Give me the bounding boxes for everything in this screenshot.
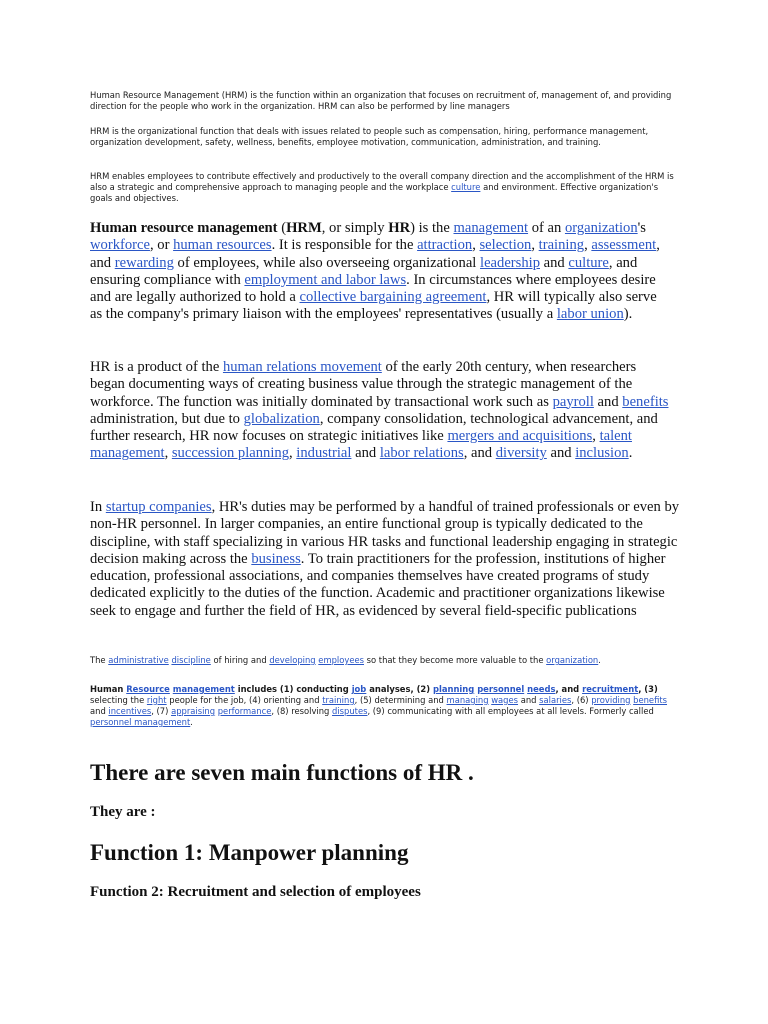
paragraph-text: , HR will typically also serve as the company's primary liaison with the employees' representatives (usually a [90,289,657,323]
inline-link[interactable]: human relations movement [222,359,382,375]
inline-link[interactable]: salaries [539,695,572,705]
inline-link[interactable]: personnel [477,684,525,694]
paragraph-text: , (8) resolving [271,706,333,716]
paragraph-text: HRM is the organizational function that deals with issues related to people such as compensation, hiring, performance management, organization development, safety, wellness, benefits, employee motivation, communication, administration, and training. [90,126,649,147]
inline-link[interactable]: recruitment [582,684,639,694]
paragraph-text: people for the job, (4) orienting and [166,695,323,705]
bold-text: , and [555,684,583,694]
inline-link[interactable]: globalization [243,410,320,427]
paragraph-text: . [190,717,193,727]
inline-link[interactable]: business [251,550,301,567]
paragraph-text: . To train practitioners for the profession, institutions of higher education, professional associations, and companies themselves have created programs of study dedicated explicitly to the duties of the function. Academic and practitioner organizations likewise seek to engage and further the field of HR, as evidenced by several field-specific publications [90,550,666,619]
inline-link[interactable]: collective bargaining agreement [299,289,487,306]
paragraph-text: , [592,428,600,445]
body-paragraph [90,359,672,463]
paragraph-text: of an [528,220,565,236]
intro-paragraph [90,126,680,148]
inline-link[interactable]: rewarding [114,254,174,271]
inline-link[interactable]: management [453,220,529,236]
function-2-heading: Function 2: Recruitment and selection of employees [90,884,421,900]
definition-paragraph [90,684,680,728]
paragraph-text: of employees, while also overseeing organizational [173,254,481,271]
inline-link[interactable]: employees [318,655,364,665]
bold-text: analyses, (2) [366,684,433,694]
inline-link[interactable]: job [351,684,367,694]
inline-link[interactable]: wages [491,695,519,705]
paragraph-text: , [531,237,539,254]
paragraph-text: administration, but due to [90,410,244,427]
inline-link[interactable]: managing [446,695,489,705]
bold-text: , (3) [638,684,658,694]
function-1-heading: Function 1: Manpower planning [90,840,409,865]
paragraph-text: The [90,655,109,665]
body-paragraph [90,220,672,324]
paragraph-text: HR is a product of the [90,359,223,375]
inline-link[interactable]: attraction [417,237,473,254]
paragraph-text: of the early 20th century, when researchers began documenting ways of creating business value through the strategic management of the workforce. The function was initially dominated by transactional work such as [90,359,637,410]
inline-link[interactable]: performance [217,706,272,716]
inline-link[interactable]: Resource [126,684,170,694]
bold-text: Human resource management [90,220,278,236]
paragraph-text: selecting the [90,695,147,705]
bold-text: Human [90,684,127,694]
paragraph-text: and [518,695,540,705]
inline-link[interactable]: developing [269,655,316,665]
inline-link[interactable]: benefits [633,695,668,705]
inline-link[interactable]: payroll [552,393,594,410]
inline-link[interactable]: culture [451,182,481,192]
inline-link[interactable]: needs [527,684,556,694]
inline-link[interactable]: discipline [171,655,211,665]
bold-text: includes (1) conducting [234,684,352,694]
inline-link[interactable]: startup companies [105,499,212,515]
definition-paragraph [90,655,680,666]
paragraph-text: and [540,254,569,271]
bold-text: HR [388,220,411,236]
inline-link[interactable]: selection [479,237,532,254]
paragraph-text: , or [149,237,174,254]
inline-link[interactable]: administrative [108,655,169,665]
inline-link[interactable]: organization [564,220,638,236]
paragraph-text: , [584,237,592,254]
paragraph-text: and environment. Effective organization's goals and objectives. [90,182,659,203]
paragraph-text: ) is the [410,220,454,236]
body-paragraph [90,499,680,620]
inline-link[interactable]: planning [432,684,475,694]
paragraph-text: and [546,445,576,462]
inline-link[interactable]: appraising [171,706,216,716]
paragraph-text: , (6) [571,695,592,705]
inline-link[interactable]: industrial [296,445,352,462]
paragraph-text: , and [463,445,496,462]
inline-link[interactable]: human resources [173,237,272,254]
paragraph-text: , (9) communicating with all employees at all levels. Formerly called [367,706,654,716]
paragraph-text: , company consolidation, technological advancement, and further research, HR now focuses on strategic initiatives like [90,410,658,445]
paragraph-text: Human Resource Management (HRM) is the function within an organization that focuses on recruitment of, management of, and providing direction for the people who work in the organization. HRM can also be performed by line managers [90,90,672,111]
inline-link[interactable]: diversity [495,445,547,462]
paragraph-text: , [289,445,297,462]
inline-link[interactable]: leadership [480,254,540,271]
intro-paragraph [90,90,672,112]
inline-link[interactable]: culture [568,254,609,271]
inline-link[interactable]: labor relations [379,445,464,462]
inline-link[interactable]: labor union [556,306,624,323]
inline-link[interactable]: mergers and acquisitions [447,428,593,445]
paragraph-text: and [593,393,623,410]
paragraph-text: , [472,237,480,254]
inline-link[interactable]: workforce [90,237,150,254]
paragraph-text: HRM enables employees to contribute effectively and productively to the overall company direction and the accomplishment of the HRM is also a strategic and comprehensive approach to managing people and the workplace [90,171,674,192]
inline-link[interactable]: talent management [90,428,632,462]
inline-link[interactable]: personnel management [90,717,191,727]
inline-link[interactable]: right [146,695,167,705]
paragraph-text: so that they become more valuable to the [364,655,547,665]
they-are-label: They are : [90,804,156,820]
paragraph-text: . It is responsible for the [271,237,418,254]
inline-link[interactable]: management [172,684,235,694]
paragraph-text: In [90,499,106,515]
seven-functions-heading: There are seven main functions of HR . [90,760,474,785]
inline-link[interactable]: employment and labor laws [244,271,407,288]
inline-link[interactable]: training [538,237,585,254]
paragraph-text: and [351,445,380,462]
paragraph-text: ( [277,220,287,236]
inline-link[interactable]: succession planning [171,445,289,462]
paragraph-text: , (7) [151,706,172,716]
paragraph-text: , and ensuring compliance with [90,254,638,288]
paragraph-text: and [90,706,109,716]
paragraph-text: , [164,445,172,462]
inline-link[interactable]: training [322,695,355,705]
inline-link[interactable]: benefits [622,393,669,410]
inline-link[interactable]: providing [591,695,631,705]
inline-link[interactable]: organization [546,655,599,665]
bold-text: HRM [286,220,322,236]
paragraph-text: . In circumstances where employees desire and are legally authorized to hold a [90,271,656,306]
paragraph-text: , and [90,237,660,271]
paragraph-text: of hiring and [210,655,270,665]
inline-link[interactable]: assessment [591,237,657,254]
paragraph-text: ). [623,306,633,323]
inline-link[interactable]: disputes [332,706,368,716]
paragraph-text: , HR's duties may be performed by a handful of trained professionals or even by non-HR personnel. In larger companies, an entire functional group is typically dedicated to the discipline, with staff specializing in various HR tasks and functional leadership engaging in strategic decision making across the [90,499,680,567]
intro-paragraph [90,171,680,204]
paragraph-text: 's [637,220,646,236]
inline-link[interactable]: incentives [108,706,152,716]
paragraph-text: . [598,655,601,665]
paragraph-text: , (5) determining and [354,695,447,705]
inline-link[interactable]: inclusion [575,445,629,462]
paragraph-text: . [628,445,633,462]
paragraph-text: , or simply [321,220,389,236]
